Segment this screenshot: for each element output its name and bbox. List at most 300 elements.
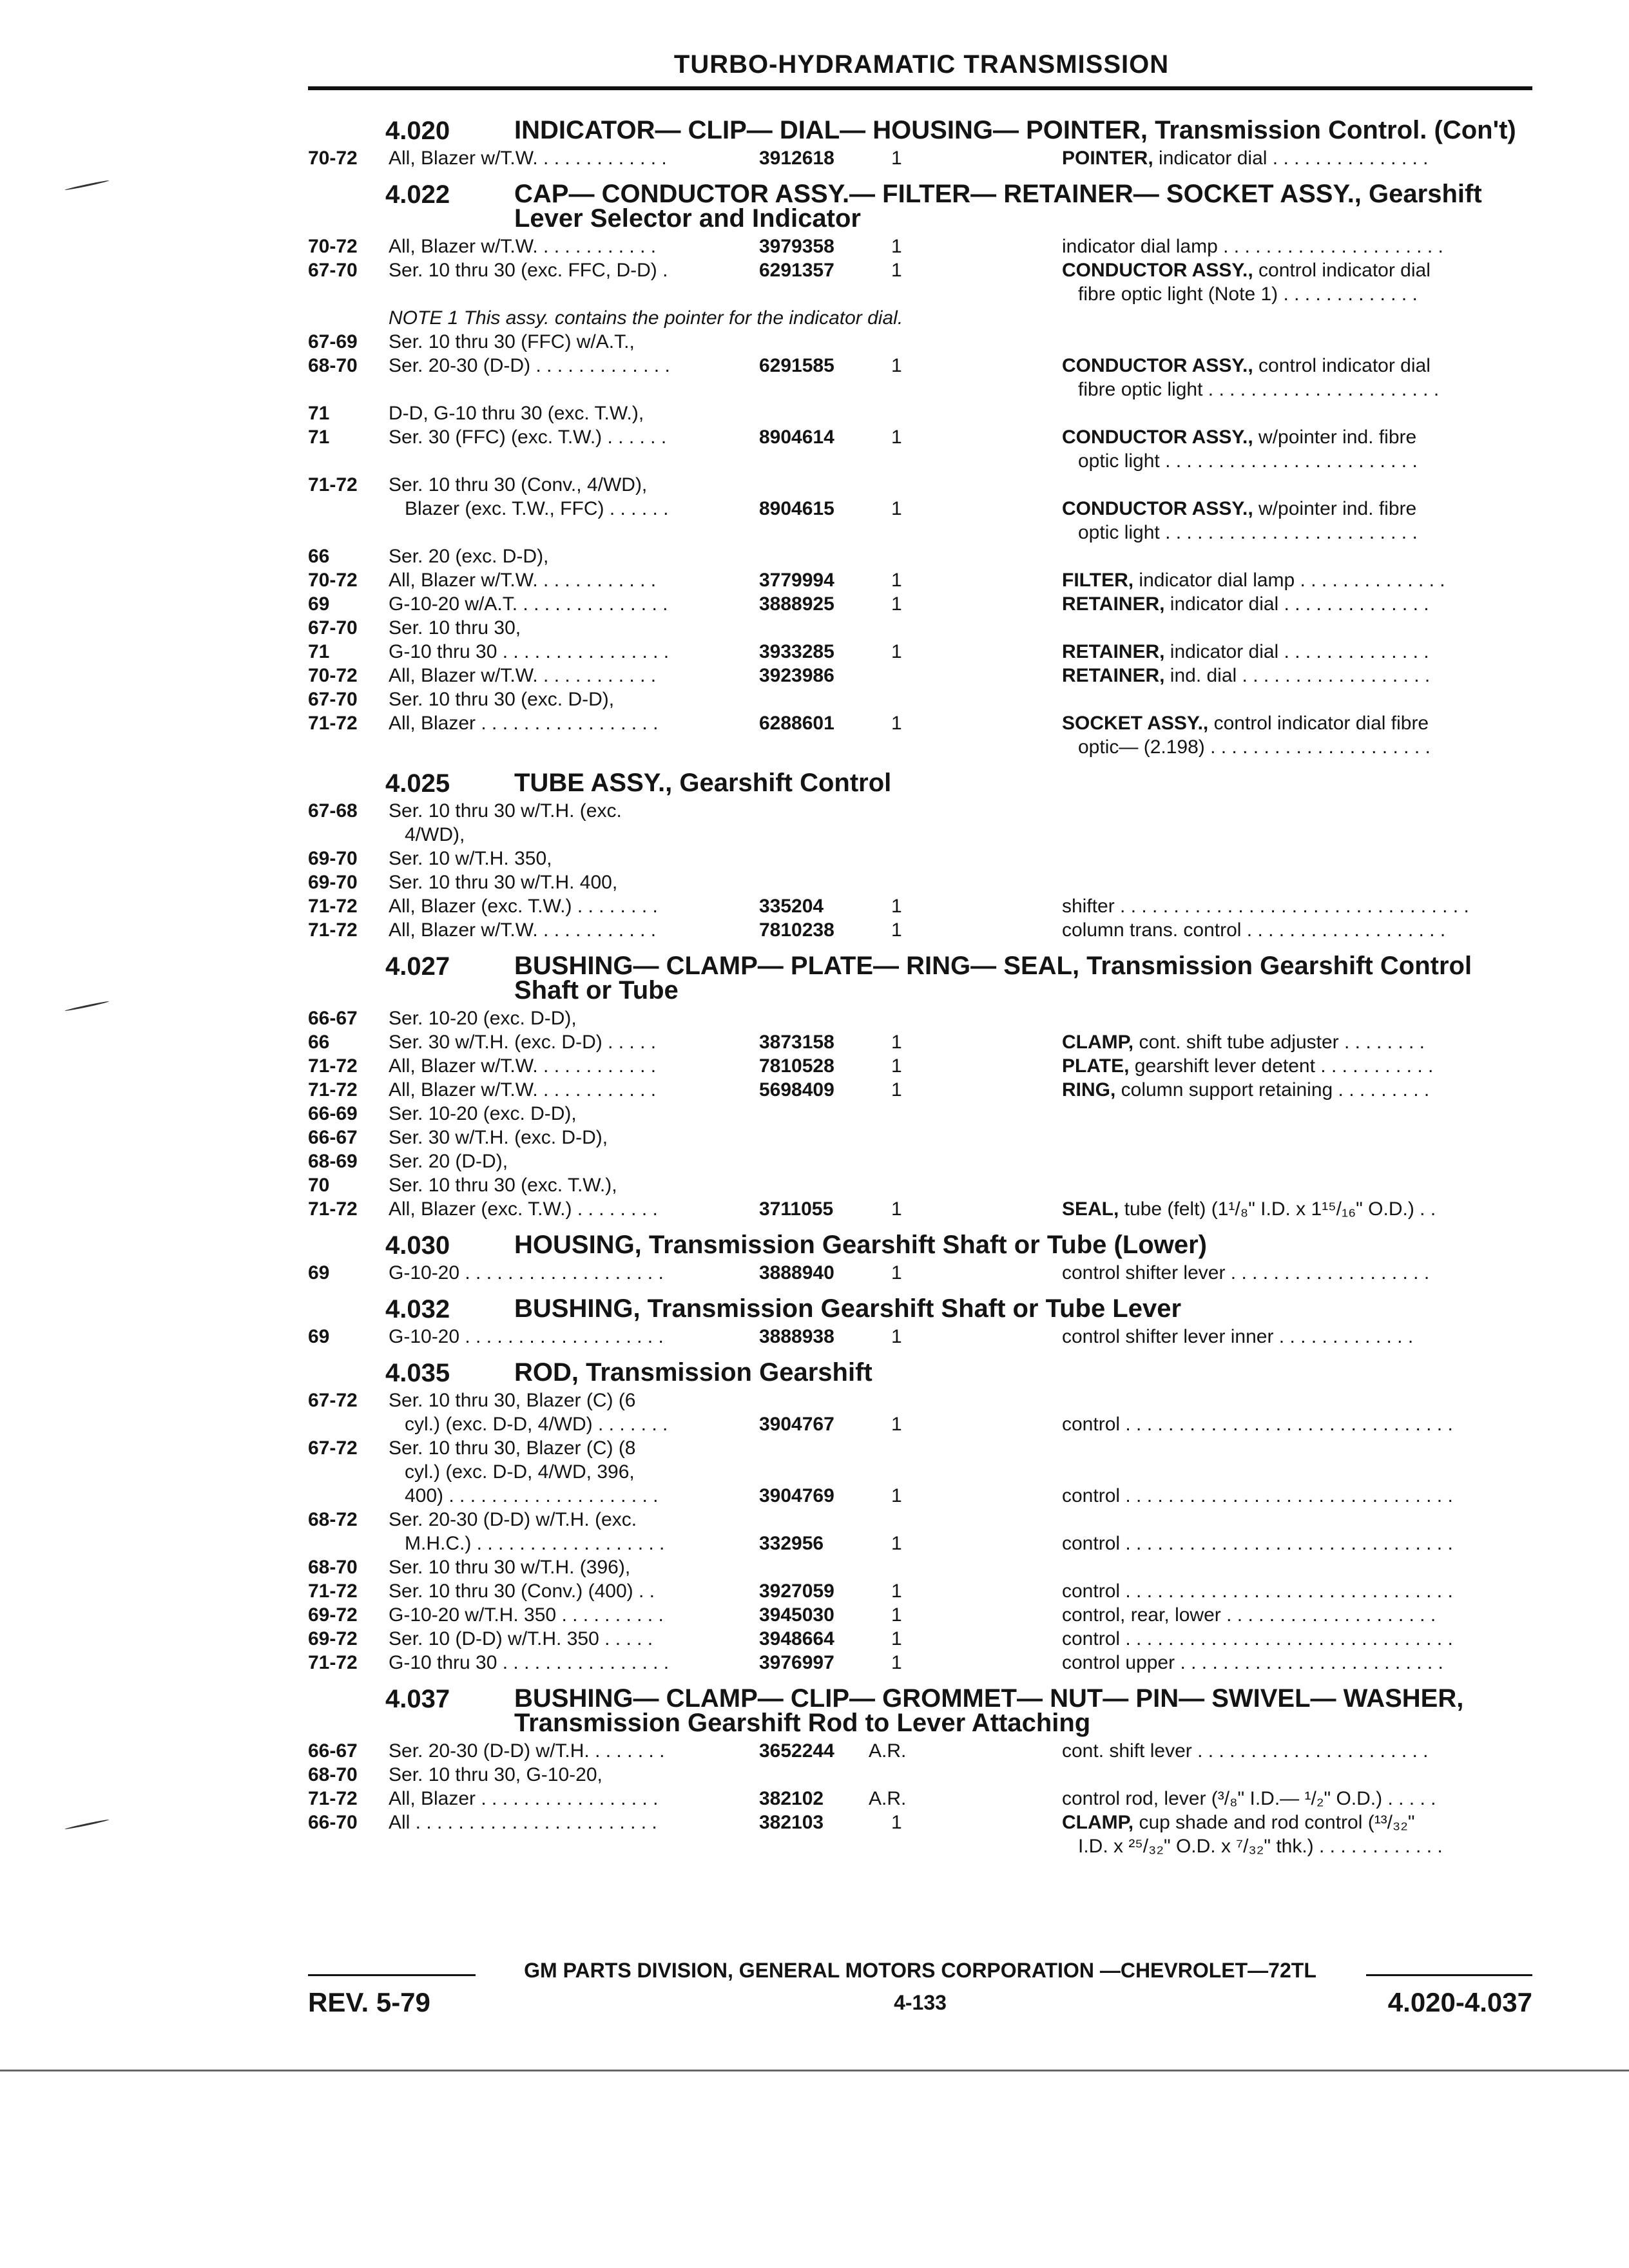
application: All, Blazer w/T.W. . . . . . . . . . . . — [389, 1055, 657, 1077]
description — [1078, 1834, 1542, 1858]
section-heading — [308, 769, 1532, 798]
application: Ser. 10 thru 30 (Conv.) (400) . . — [389, 1581, 655, 1602]
section-title: ROD, Transmission Gearshift — [514, 1358, 872, 1387]
table-row — [308, 1436, 1532, 1460]
model-years: 69-72 — [308, 1628, 358, 1649]
application: G-10-20 w/T.H. 350 . . . . . . . . . . — [389, 1604, 664, 1626]
section-title: BUSHING, Transmission Gearshift Shaft or Tube Lever — [514, 1294, 1182, 1323]
table-row — [308, 1739, 1532, 1763]
application: cyl.) (exc. D-D, 4/WD, 396, — [405, 1461, 635, 1483]
description-part-name: CONDUCTOR ASSY., — [1062, 260, 1253, 281]
quantity: 1 — [891, 148, 902, 169]
model-years: 67-72 — [308, 1390, 358, 1411]
quantity: 1 — [891, 570, 902, 591]
quantity: 1 — [891, 1055, 902, 1077]
description-part-name: POINTER, — [1062, 148, 1153, 169]
model-years: 69 — [308, 1262, 330, 1283]
table-row — [308, 735, 1532, 759]
table-row — [308, 1197, 1532, 1221]
section-number: 4.037 — [385, 1685, 450, 1713]
application: Ser. 10 thru 30 (exc. FFC, D-D) . — [389, 260, 668, 281]
description-text: control . . . . . . . . . . . . . . . . . . . . . . . . . . . . . . . — [1062, 1414, 1453, 1435]
application: Blazer (exc. T.W., FFC) . . . . . . — [405, 498, 669, 519]
description-part-name: RETAINER, — [1062, 665, 1165, 686]
part-number: 3976997 — [759, 1652, 834, 1673]
description-text: indicator dial lamp . . . . . . . . . . . . . . . . . . . . . — [1062, 236, 1443, 257]
description-text: cup shade and rod control (¹³/₃₂" — [1133, 1812, 1415, 1833]
table-row — [308, 1627, 1532, 1651]
quantity: A.R. — [869, 1740, 907, 1762]
quantity: 1 — [891, 1198, 902, 1220]
footer-revision: REV. 5-79 — [308, 1987, 430, 2017]
application: All, Blazer w/T.W. . . . . . . . . . . . — [389, 665, 657, 686]
model-years: 70-72 — [308, 236, 358, 257]
description-part-name: CONDUCTOR ASSY., — [1062, 355, 1253, 376]
table-row — [308, 1030, 1532, 1054]
description-text: control rod, lever (³/₈" I.D.— ¹/₂" O.D.) . . . . . — [1062, 1788, 1436, 1809]
description-part-name: CONDUCTOR ASSY., — [1062, 427, 1253, 448]
model-years: 67-69 — [308, 331, 358, 352]
model-years: 70 — [308, 1175, 330, 1196]
model-years: 66 — [308, 546, 330, 567]
table-row — [308, 473, 1532, 497]
description-text: control . . . . . . . . . . . . . . . . . . . . . . . . . . . . . . . — [1062, 1628, 1453, 1649]
description — [1078, 282, 1542, 306]
model-years: 69 — [308, 1326, 330, 1347]
description — [1062, 894, 1526, 918]
application: Ser. 10 thru 30, — [389, 617, 521, 639]
table-row — [308, 1460, 1532, 1484]
scan-mark — [64, 1819, 109, 1830]
description-text: control indicator dial — [1253, 355, 1431, 376]
part-number: 3945030 — [759, 1604, 834, 1626]
application: cyl.) (exc. D-D, 4/WD) . . . . . . . — [405, 1414, 668, 1435]
table-row — [308, 401, 1532, 425]
application: Ser. 10 thru 30, G-10-20, — [389, 1764, 602, 1785]
part-number: 8904614 — [759, 427, 834, 448]
quantity: 1 — [891, 1262, 902, 1283]
application: All, Blazer (exc. T.W.) . . . . . . . . — [389, 1198, 658, 1220]
application: D-D, G-10 thru 30 (exc. T.W.), — [389, 403, 644, 424]
page-title: TURBO-HYDRAMATIC TRANSMISSION — [673, 50, 1170, 79]
description — [1062, 568, 1526, 592]
model-years: 71-72 — [308, 896, 358, 917]
scan-mark — [64, 180, 109, 191]
description-text: w/pointer ind. fibre — [1253, 498, 1417, 519]
table-row — [308, 497, 1532, 521]
model-years: 66 — [308, 1032, 330, 1053]
description-text: indicator dial lamp . . . . . . . . . . . . . . — [1133, 570, 1445, 591]
quantity: 1 — [891, 1326, 902, 1347]
application: Ser. 10-20 (exc. D-D), — [389, 1008, 577, 1029]
quantity: 1 — [891, 919, 902, 941]
part-number: 7810238 — [759, 919, 834, 941]
application: Ser. 20-30 (D-D) w/T.H. (exc. — [389, 1509, 637, 1530]
part-number: 332956 — [759, 1533, 824, 1554]
table-row — [308, 687, 1532, 711]
application: All, Blazer w/T.W. . . . . . . . . . . . — [389, 570, 657, 591]
description — [1062, 592, 1526, 616]
table-row — [308, 1651, 1532, 1675]
application: Ser. 20-30 (D-D) w/T.H. . . . . . . . — [389, 1740, 665, 1762]
table-row — [308, 1078, 1532, 1102]
table-row — [308, 870, 1532, 894]
table-row — [308, 847, 1532, 870]
description — [1062, 1197, 1526, 1221]
part-number: 3888938 — [759, 1326, 834, 1347]
section-number: 4.020 — [385, 117, 450, 145]
description — [1062, 640, 1526, 664]
quantity: 1 — [891, 593, 902, 615]
description — [1062, 497, 1526, 521]
description — [1062, 146, 1526, 170]
table-row — [308, 894, 1532, 918]
description-text: control indicator dial fibre — [1208, 713, 1429, 734]
application: Ser. 10 thru 30 w/T.H. (396), — [389, 1557, 631, 1578]
description — [1078, 449, 1542, 473]
quantity: A.R. — [869, 1788, 907, 1809]
table-row — [308, 544, 1532, 568]
description — [1062, 664, 1526, 687]
part-number: 3927059 — [759, 1581, 834, 1602]
section-heading — [308, 1231, 1532, 1260]
table-row — [308, 1579, 1532, 1603]
section-number: 4.032 — [385, 1295, 450, 1323]
application: Ser. 10 thru 30, Blazer (C) (8 — [389, 1437, 636, 1459]
description — [1062, 1484, 1526, 1508]
parts-list — [308, 106, 1532, 1858]
model-years: 71-72 — [308, 1788, 358, 1809]
model-years: 71 — [308, 641, 330, 662]
table-row — [308, 1102, 1532, 1126]
part-number: 5698409 — [759, 1079, 834, 1100]
section-heading — [308, 1360, 1532, 1385]
model-years: 70-72 — [308, 665, 358, 686]
description-text: ind. dial . . . . . . . . . . . . . . . . . . — [1164, 665, 1431, 686]
quantity: 1 — [891, 1079, 902, 1100]
description-text: tube (felt) (1¹/₈" I.D. x 1¹⁵/₁₆" O.D.) . . — [1119, 1198, 1436, 1220]
description-text: I.D. x ²⁵/₃₂" O.D. x ⁷/₃₂" thk.) . . . . . . . . . . . . — [1078, 1836, 1443, 1857]
model-years: 66-67 — [308, 1740, 358, 1762]
description — [1062, 235, 1526, 258]
description — [1062, 258, 1526, 282]
table-row — [308, 1532, 1532, 1555]
description — [1062, 354, 1526, 378]
section-title: TUBE ASSY., Gearshift Control — [514, 769, 892, 797]
application: Ser. 10 thru 30 (exc. D-D), — [389, 689, 615, 710]
part-number: 7810528 — [759, 1055, 834, 1077]
description — [1062, 711, 1526, 735]
application: Ser. 10 thru 30 w/T.H. (exc. — [389, 800, 622, 822]
table-row — [308, 1508, 1532, 1532]
application: All, Blazer . . . . . . . . . . . . . . . . . — [389, 713, 659, 734]
application: 4/WD), — [405, 824, 465, 845]
model-years: 66-70 — [308, 1812, 358, 1833]
section-title: INDICATOR— CLIP— DIAL— HOUSING— POINTER, Transmission Control. (Con't) — [514, 116, 1516, 144]
application: Ser. 10-20 (exc. D-D), — [389, 1103, 577, 1124]
part-number: 6291357 — [759, 260, 834, 281]
model-years: 71-72 — [308, 713, 358, 734]
section-title: CAP— CONDUCTOR ASSY.— FILTER— RETAINER— SOCKET ASSY., Gearshift Lever Selector and Indicator — [514, 180, 1482, 233]
section-number: 4.025 — [385, 769, 450, 798]
description-text: control shifter lever . . . . . . . . . . . . . . . . . . . — [1062, 1262, 1430, 1283]
description-text: cont. shift lever . . . . . . . . . . . . . . . . . . . . . . — [1062, 1740, 1429, 1762]
section-number: 4.035 — [385, 1359, 450, 1387]
model-years: 66-69 — [308, 1103, 358, 1124]
table-row — [308, 258, 1532, 282]
quantity: 1 — [891, 1414, 902, 1435]
part-number: 3888925 — [759, 593, 834, 615]
description-part-name: CONDUCTOR ASSY., — [1062, 498, 1253, 519]
footer-division: GM PARTS DIVISION, GENERAL MOTORS CORPORATION —CHEVROLET—72TL — [524, 1959, 1316, 1982]
part-number: 3888940 — [759, 1262, 834, 1283]
part-number: 3979358 — [759, 236, 834, 257]
quantity: 1 — [891, 1032, 902, 1053]
description — [1062, 1603, 1526, 1627]
part-number: 3948664 — [759, 1628, 834, 1649]
description-part-name: RETAINER, — [1062, 641, 1165, 662]
description-text: gearshift lever detent . . . . . . . . . . . — [1129, 1055, 1434, 1077]
description-text: column support retaining . . . . . . . . . — [1115, 1079, 1430, 1100]
model-years: 71-72 — [308, 1055, 358, 1077]
description — [1062, 1532, 1526, 1555]
table-row — [308, 640, 1532, 664]
section-heading — [308, 954, 1532, 1003]
application: G-10-20 . . . . . . . . . . . . . . . . . . . — [389, 1326, 664, 1347]
table-row — [308, 1603, 1532, 1627]
application: G-10 thru 30 . . . . . . . . . . . . . . . . — [389, 641, 670, 662]
description — [1062, 1412, 1526, 1436]
application: Ser. 20 (D-D), — [389, 1151, 508, 1172]
table-row — [308, 1484, 1532, 1508]
model-years: 71-72 — [308, 1198, 358, 1220]
header-rule — [308, 86, 1532, 90]
description-part-name: RETAINER, — [1062, 593, 1165, 615]
application: Ser. 10 w/T.H. 350, — [389, 848, 552, 869]
table-row — [308, 378, 1532, 401]
table-row — [308, 354, 1532, 378]
part-number: 335204 — [759, 896, 824, 917]
table-row — [308, 425, 1532, 449]
footer-section-range: 4.020-4.037 — [1387, 1987, 1532, 2017]
model-years: 70-72 — [308, 570, 358, 591]
quantity: 1 — [891, 260, 902, 281]
description — [1062, 918, 1526, 942]
description-text: control shifter lever inner . . . . . . . . . . . . . — [1062, 1326, 1414, 1347]
application: G-10-20 . . . . . . . . . . . . . . . . . . . — [389, 1262, 664, 1283]
application: Ser. 10 thru 30 (FFC) w/A.T., — [389, 331, 635, 352]
part-number: 3923986 — [759, 665, 834, 686]
quantity: 1 — [891, 1533, 902, 1554]
table-row — [308, 146, 1532, 170]
section-title: HOUSING, Transmission Gearshift Shaft or Tube (Lower) — [514, 1231, 1207, 1259]
section-title: BUSHING— CLAMP— PLATE— RING— SEAL, Transmission Gearshift Control Shaft or Tube — [514, 952, 1472, 1004]
description-text: indicator dial . . . . . . . . . . . . . . . — [1153, 148, 1429, 169]
application: Ser. 10 thru 30 (exc. T.W.), — [389, 1175, 617, 1196]
quantity: 1 — [891, 641, 902, 662]
description-text: indicator dial . . . . . . . . . . . . . . — [1164, 641, 1429, 662]
model-years: 69-70 — [308, 848, 358, 869]
application: All, Blazer w/T.W. . . . . . . . . . . . — [389, 236, 657, 257]
application: All, Blazer w/T.W. . . . . . . . . . . . . — [389, 148, 667, 169]
section-number: 4.030 — [385, 1231, 450, 1260]
table-row — [308, 1787, 1532, 1811]
model-years: 69-70 — [308, 872, 358, 893]
application: Ser. 30 w/T.H. (exc. D-D), — [389, 1127, 608, 1148]
quantity: 1 — [891, 713, 902, 734]
quantity: 1 — [891, 236, 902, 257]
quantity: 1 — [891, 896, 902, 917]
part-number: 6291585 — [759, 355, 834, 376]
description — [1062, 1325, 1526, 1349]
table-row — [308, 592, 1532, 616]
description — [1062, 1787, 1526, 1811]
section-heading — [308, 182, 1532, 231]
application: 400) . . . . . . . . . . . . . . . . . . . . — [405, 1485, 659, 1506]
part-number: 3711055 — [759, 1198, 834, 1220]
quantity: 1 — [891, 1485, 902, 1506]
description — [1062, 1030, 1526, 1054]
model-years: 67-70 — [308, 260, 358, 281]
scan-mark — [64, 1001, 109, 1012]
table-row — [308, 568, 1532, 592]
model-years: 71-72 — [308, 474, 358, 495]
description — [1062, 1054, 1526, 1078]
section-heading — [308, 1686, 1532, 1735]
description-part-name: PLATE, — [1062, 1055, 1130, 1077]
description-text: control upper . . . . . . . . . . . . . . . . . . . . . . . . . — [1062, 1652, 1443, 1673]
model-years: 71-72 — [308, 1079, 358, 1100]
description-text: optic— (2.198) . . . . . . . . . . . . . . . . . . . . . — [1078, 736, 1431, 758]
application: Ser. 10 (D-D) w/T.H. 350 . . . . . — [389, 1628, 653, 1649]
model-years: 71 — [308, 403, 330, 424]
description-text: fibre optic light . . . . . . . . . . . . . . . . . . . . . . — [1078, 379, 1440, 400]
description — [1062, 1811, 1526, 1834]
note-text: NOTE 1 This assy. contains the pointer for the indicator dial. — [389, 307, 903, 329]
quantity: 1 — [891, 498, 902, 519]
table-row — [308, 1389, 1532, 1412]
application: Ser. 10 thru 30, Blazer (C) (6 — [389, 1390, 636, 1411]
model-years: 68-72 — [308, 1509, 358, 1530]
model-years: 66-67 — [308, 1008, 358, 1029]
table-row — [308, 1555, 1532, 1579]
table-row — [308, 282, 1532, 306]
application: All . . . . . . . . . . . . . . . . . . . . . . . — [389, 1812, 657, 1833]
model-years: 67-72 — [308, 1437, 358, 1459]
description — [1078, 521, 1542, 544]
description-part-name: CLAMP, — [1062, 1812, 1134, 1833]
model-years: 71 — [308, 427, 330, 448]
bottom-rule — [0, 2070, 1629, 2071]
description — [1062, 1627, 1526, 1651]
model-years: 67-70 — [308, 689, 358, 710]
description — [1062, 1261, 1526, 1285]
application: All, Blazer w/T.W. . . . . . . . . . . . — [389, 1079, 657, 1100]
table-row — [308, 1325, 1532, 1349]
quantity: 1 — [891, 355, 902, 376]
description — [1078, 378, 1542, 401]
table-row — [308, 1261, 1532, 1285]
description-text: optic light . . . . . . . . . . . . . . . . . . . . . . . . — [1078, 522, 1418, 543]
application: Ser. 30 (FFC) (exc. T.W.) . . . . . . — [389, 427, 667, 448]
model-years: 71-72 — [308, 919, 358, 941]
application: M.H.C.) . . . . . . . . . . . . . . . . . . — [405, 1533, 665, 1554]
description — [1078, 735, 1542, 759]
description-part-name: SOCKET ASSY., — [1062, 713, 1209, 734]
part-number: 382103 — [759, 1812, 824, 1833]
description-text: column trans. control . . . . . . . . . . . . . . . . . . . — [1062, 919, 1446, 941]
quantity: 1 — [891, 1581, 902, 1602]
section-heading — [308, 1296, 1532, 1321]
part-number: 6288601 — [759, 713, 834, 734]
model-years: 70-72 — [308, 148, 358, 169]
description-part-name: CLAMP, — [1062, 1032, 1134, 1053]
part-number: 3933285 — [759, 641, 834, 662]
description-text: indicator dial . . . . . . . . . . . . . . — [1164, 593, 1429, 615]
model-years: 69 — [308, 593, 330, 615]
description-text: fibre optic light (Note 1) . . . . . . . . . . . . . — [1078, 284, 1418, 305]
part-number: 3652244 — [759, 1740, 834, 1762]
application: Ser. 10 thru 30 w/T.H. 400, — [389, 872, 618, 893]
table-row — [308, 664, 1532, 687]
description-text: cont. shift tube adjuster . . . . . . . . — [1133, 1032, 1425, 1053]
table-row — [308, 235, 1532, 258]
section-number: 4.027 — [385, 952, 450, 981]
description — [1062, 1078, 1526, 1102]
part-number: 3912618 — [759, 148, 834, 169]
application: All, Blazer w/T.W. . . . . . . . . . . . — [389, 919, 657, 941]
description-text: control . . . . . . . . . . . . . . . . . . . . . . . . . . . . . . . — [1062, 1533, 1453, 1554]
description — [1062, 1579, 1526, 1603]
description-text: control . . . . . . . . . . . . . . . . . . . . . . . . . . . . . . . — [1062, 1581, 1453, 1602]
model-years: 71-72 — [308, 1581, 358, 1602]
part-number: 3904767 — [759, 1414, 834, 1435]
quantity: 1 — [891, 1628, 902, 1649]
table-row — [308, 1054, 1532, 1078]
application: G-10-20 w/A.T. . . . . . . . . . . . . . . — [389, 593, 668, 615]
application: All, Blazer (exc. T.W.) . . . . . . . . — [389, 896, 658, 917]
description-part-name: SEAL, — [1062, 1198, 1119, 1220]
section-heading — [308, 116, 1532, 145]
model-years: 68-70 — [308, 355, 358, 376]
description-part-name: RING, — [1062, 1079, 1116, 1100]
application: All, Blazer . . . . . . . . . . . . . . . . . — [389, 1788, 659, 1809]
model-years: 66-67 — [308, 1127, 358, 1148]
table-row — [308, 1811, 1532, 1834]
description — [1062, 425, 1526, 449]
description-text: control . . . . . . . . . . . . . . . . . . . . . . . . . . . . . . . — [1062, 1485, 1453, 1506]
quantity: 1 — [891, 1604, 902, 1626]
table-row — [308, 1412, 1532, 1436]
description-part-name: FILTER, — [1062, 570, 1134, 591]
table-row — [308, 330, 1532, 354]
application: Ser. 10 thru 30 (Conv., 4/WD), — [389, 474, 648, 495]
table-row — [308, 711, 1532, 735]
description — [1062, 1739, 1526, 1763]
table-row — [308, 1126, 1532, 1149]
table-row — [308, 1006, 1532, 1030]
part-number: 3904769 — [759, 1485, 834, 1506]
description-text: shifter . . . . . . . . . . . . . . . . . . . . . . . . . . . . . . . . . — [1062, 896, 1469, 917]
table-row — [308, 918, 1532, 942]
table-row — [308, 1763, 1532, 1787]
application: Ser. 20 (exc. D-D), — [389, 546, 549, 567]
part-number: 8904615 — [759, 498, 834, 519]
model-years: 67-70 — [308, 617, 358, 639]
table-row — [308, 799, 1532, 823]
part-number: 3779994 — [759, 570, 834, 591]
part-number: 382102 — [759, 1788, 824, 1809]
